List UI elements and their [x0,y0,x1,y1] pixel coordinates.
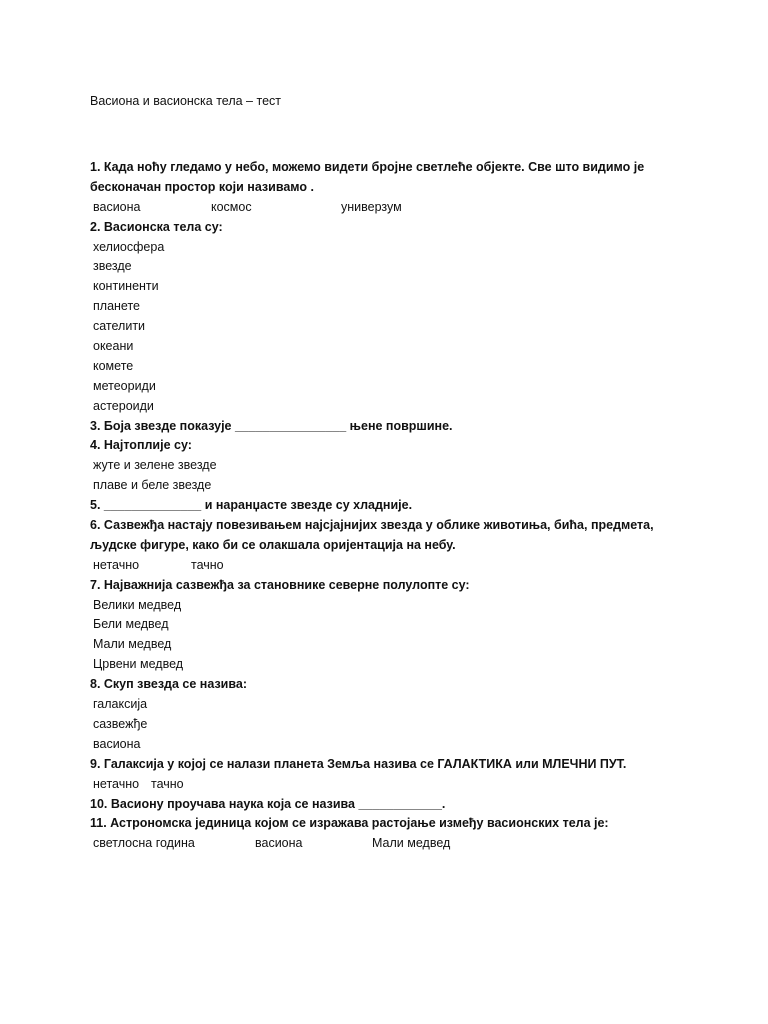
answer-option: Мали медвед [93,637,172,652]
question-4 [90,436,710,496]
question-text: бесконачан простор који називамо . [90,179,314,194]
answer-option: комете [93,358,134,373]
answer-options-row [90,775,710,795]
question-1 [90,158,710,218]
answer-option: нетачно [93,557,140,572]
question-9 [90,755,710,795]
question-text: 6. Сазвежђа настају повезивањем најсјајнијих звезда у облике животиња, бића, предмета, [90,518,654,533]
answer-option: Црвени медвед [93,657,184,672]
answer-option: океани [93,339,134,354]
answer-option: васиона [93,199,141,214]
answer-option: космос [211,199,252,214]
answer-option: плаве и беле звезде [93,478,212,493]
answer-option: континенти [93,279,159,294]
document-title: Васиона и васионска тела – тест [90,94,281,108]
answer-option: тачно [191,557,224,572]
answer-option: светлосна година [93,836,195,851]
answer-option: метеориди [93,378,156,393]
answer-option: звезде [93,259,132,274]
question-8 [90,675,710,755]
answer-option: планете [93,299,140,314]
answer-option: жуте и зелене звезде [93,458,217,473]
answer-options-row [90,198,710,218]
question-text: 10. Васиону проучава наука која се назива ____________. [90,796,446,811]
answer-option: Мали медвед [372,836,451,851]
question-text: 5. ______________ и наранџасте звезде су хладније. [90,498,413,513]
answer-option: васиона [93,736,141,751]
question-5 [90,496,710,516]
question-6 [90,516,710,576]
question-text: 2. Васионска тела су: [90,219,223,234]
answer-option: сателити [93,319,146,334]
answer-option: хелиосфера [93,239,165,254]
answer-option: васиона [255,836,303,851]
question-3 [90,417,710,437]
question-text: 3. Боја звезде показује ________________ њене површине. [90,418,453,433]
question-text: 9. Галаксија у којој се налази планета Земља назива се ГАЛАКТИКА или МЛЕЧНИ ПУТ. [90,756,627,771]
question-text: људске фигуре, како би се олакшала оријентација на небу. [90,537,456,552]
answer-option: нетачно [93,776,140,791]
answer-option: галаксија [93,697,148,712]
answer-option: сазвежђе [93,716,148,731]
answer-options-row [90,556,710,576]
answer-option: Бели медвед [93,617,169,632]
answer-option: Велики медвед [93,597,182,612]
answer-option: астероиди [93,398,154,413]
question-11 [90,814,710,854]
question-2 [90,218,710,417]
question-7 [90,576,710,675]
question-10 [90,795,710,815]
answer-options-row [90,834,710,854]
answer-option: универзум [341,199,402,214]
answer-option: тачно [151,776,184,791]
question-list [90,158,710,854]
question-text: 11. Астрономска јединица којом се изражава растојање између васионских тела је: [90,816,609,831]
question-text: 7. Најважнија сазвежђа за становнике северне полулопте су: [90,577,470,592]
question-text: 8. Скуп звезда се назива: [90,677,247,692]
question-text: 1. Када ноћу гледамо у небо, можемо видети бројне светлеће објекте. Све што видимо је [90,160,645,174]
question-text: 4. Најтоплије су: [90,438,192,453]
